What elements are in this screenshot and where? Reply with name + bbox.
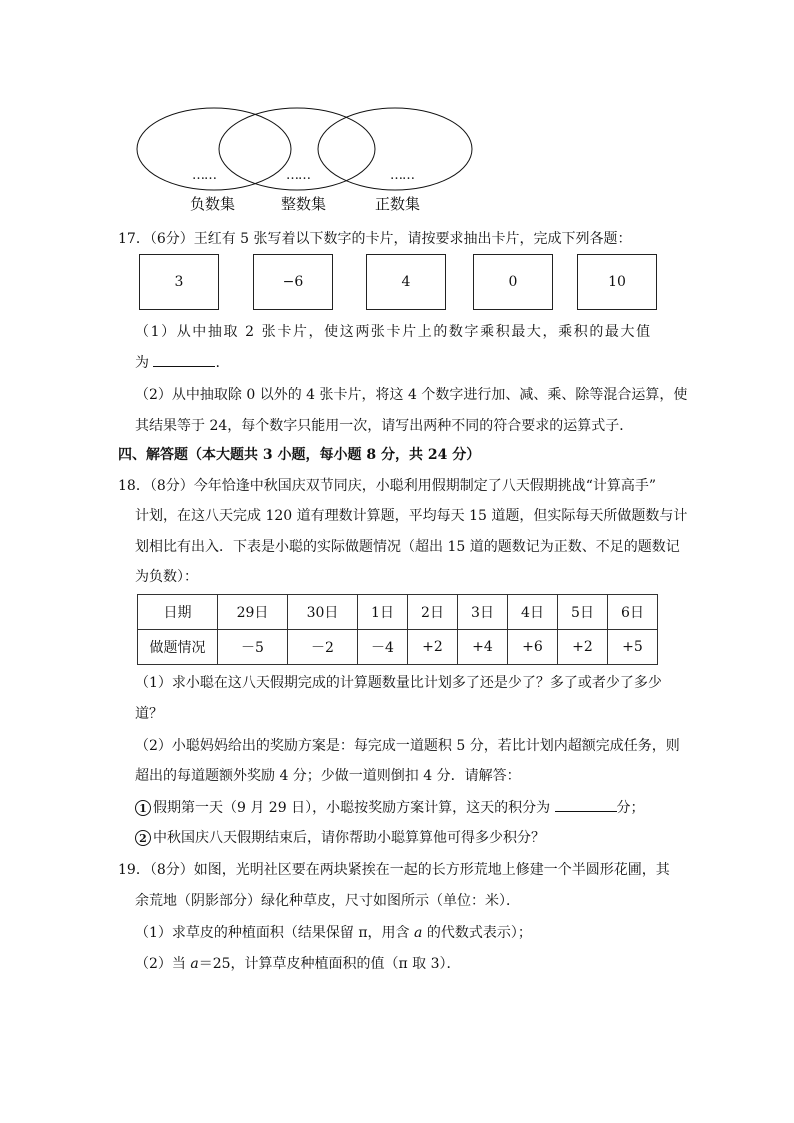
table-cell: －4: [358, 630, 408, 665]
card-value: 10: [608, 274, 626, 290]
venn-label-negative: 负数集: [190, 195, 236, 213]
table-cell: +5: [608, 630, 658, 665]
answer-blank[interactable]: [153, 352, 215, 367]
table-header-row: [138, 595, 658, 630]
circled-number-2: 2: [135, 830, 151, 846]
venn-dots-integer: ……: [286, 168, 310, 183]
variable-a: a: [414, 925, 423, 941]
table-cell: 4日: [508, 595, 558, 630]
q19-part2: [135, 954, 461, 974]
table-cell: +6: [508, 630, 558, 665]
q19-part1-b: 的代数式表示）；: [422, 925, 532, 941]
variable-a: a: [190, 956, 199, 972]
table-cell: 1日: [358, 595, 408, 630]
q18-sub1-text: 假期第一天（9 月 29 日），小聪按奖励方案计算，这天的积分为: [153, 800, 555, 816]
q19-part1: [135, 923, 532, 943]
q19-line1: 19．（8分）如图，光明社区要在两块紧挨在一起的长方形荒地上修建一个半圆形花圃，其: [118, 862, 670, 878]
venn-diagram: [130, 104, 480, 204]
table-cell: 日期: [138, 595, 218, 630]
q17-part2-line2: 其结果等于 24，每个数字只能用一次，请写出两种不同的符合要求的运算式子．: [135, 418, 634, 434]
table-cell: 5日: [558, 595, 608, 630]
card-value: 4: [401, 274, 411, 290]
q18-sub1-suffix: 分；: [616, 800, 645, 816]
q18-line4: 为负数）：: [135, 569, 198, 585]
q18-line2: 计划，在这八天完成 120 道有理数计算题，平均每天 15 道题，但实际每天所做题数与计: [135, 508, 688, 524]
q18-part1-line1: （1）求小聪在这八天假期完成的计算题数量比计划多了还是少了？多了或者少了多少: [135, 675, 662, 691]
q18-part1-line2: 道？: [135, 706, 163, 722]
table-cell: 29日: [218, 595, 288, 630]
card-3: [366, 254, 446, 310]
table-cell: 30日: [288, 595, 358, 630]
table-cell: +4: [458, 630, 508, 665]
q18-line3: 划相比有出入．下表是小聪的实际做题情况（超出 15 道的题数记为正数、不足的题数记: [135, 539, 680, 555]
venn-dots-positive: ……: [390, 168, 414, 183]
table-cell: +2: [558, 630, 608, 665]
card-value: −6: [282, 274, 304, 290]
table-cell: 3日: [458, 595, 508, 630]
q17-part1-line1: （1）从中抽取 2 张卡片，使这两张卡片上的数字乘积最大，乘积的最大值: [135, 324, 652, 340]
q18-table: [137, 594, 658, 665]
card-value: 3: [174, 274, 184, 290]
table-cell: +2: [408, 630, 458, 665]
circled-number-1: 1: [135, 800, 151, 816]
table-row: [138, 630, 658, 665]
card-2: [253, 254, 333, 310]
table-cell: 做题情况: [138, 630, 218, 665]
card-1: [139, 254, 219, 310]
card-4: [473, 254, 553, 310]
card-5: [577, 254, 657, 310]
q18-sub2: [135, 828, 545, 848]
card-value: 0: [508, 274, 518, 290]
q19-part1-a: （1）求草皮的种植面积（结果保留 π，用含: [135, 925, 415, 941]
q18-sub2-text: 中秋国庆八天假期结束后，请你帮助小聪算算他可得多少积分？: [153, 830, 545, 846]
q19-line2: 余荒地（阴影部分）绿化种草皮，尺寸如图所示（单位：米）．: [135, 893, 520, 909]
q17-part2-line1: （2）从中抽取除 0 以外的 4 张卡片，将这 4 个数字进行加、减、乘、除等混合运算，使: [135, 387, 688, 403]
q17-heading: 17．（6分）王红有 5 张写着以下数字的卡片，请按要求抽出卡片，完成下列各题：: [118, 231, 632, 247]
q17-part1-line2: [135, 352, 220, 373]
table-cell: －2: [288, 630, 358, 665]
section4-title: 四、解答题（本大题共 3 小题，每小题 8 分，共 24 分）: [118, 447, 481, 463]
table-cell: 2日: [408, 595, 458, 630]
q18-part2-line2: 超出的每道题额外奖励 4 分；少做一道则倒扣 4 分．请解答：: [135, 768, 521, 784]
venn-label-positive: 正数集: [375, 195, 421, 213]
q17-part1-suffix: .: [215, 355, 220, 371]
venn-dots-negative: ……: [192, 168, 216, 183]
q19-part2-a: （2）当: [135, 956, 191, 972]
table-cell: 6日: [608, 595, 658, 630]
q18-sub1: [135, 797, 645, 818]
answer-blank[interactable]: [555, 797, 617, 812]
q17-part1-prefix: 为: [135, 355, 154, 371]
q18-part2-line1: （2）小聪妈妈给出的奖励方案是：每完成一道题积 5 分，若比计划内超额完成任务，则: [135, 738, 680, 754]
venn-label-integer: 整数集: [281, 195, 327, 213]
table-cell: －5: [218, 630, 288, 665]
q19-part2-b: ＝25，计算草皮种植面积的值（π 取 3）．: [198, 956, 461, 972]
q18-line1: 18．（8分）今年恰逢中秋国庆双节同庆，小聪利用假期制定了八天假期挑战“计算高手”: [118, 478, 657, 494]
